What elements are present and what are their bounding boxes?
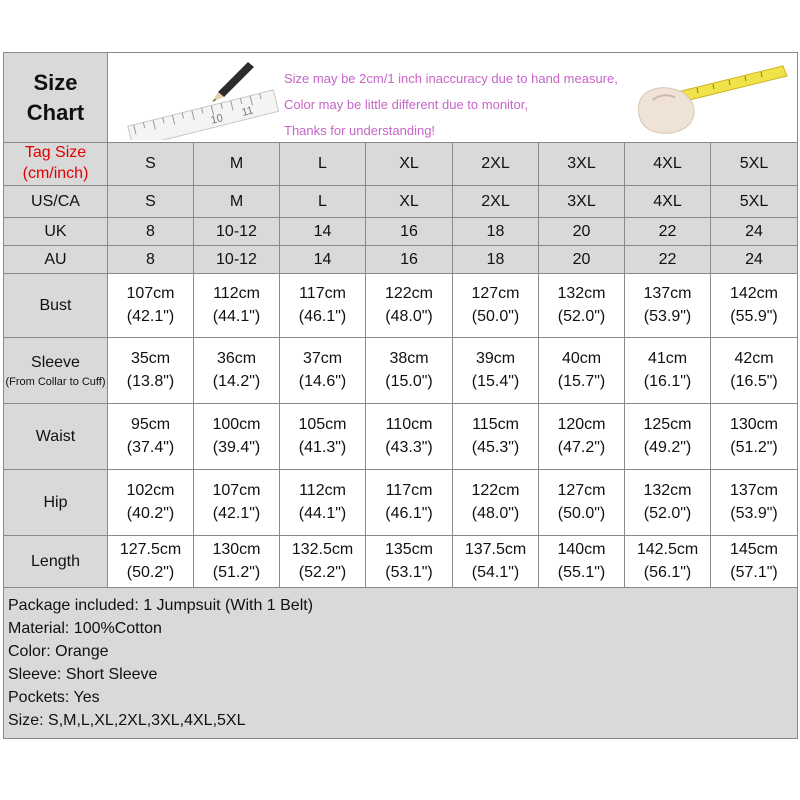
measurement-cell bbox=[194, 469, 280, 535]
svg-text:11: 11 bbox=[240, 104, 255, 119]
region-size-cell: 16 bbox=[366, 217, 453, 245]
measurement-inch: (14.2") bbox=[212, 373, 261, 391]
measurement-cell bbox=[539, 469, 625, 535]
size-header-cell: M bbox=[194, 143, 280, 186]
measurement-cell bbox=[280, 403, 366, 469]
size-chart-table bbox=[3, 52, 798, 739]
measurement-inch: (55.1") bbox=[557, 564, 606, 582]
measurement-cell bbox=[711, 535, 798, 587]
region-size-cell: 22 bbox=[625, 245, 711, 273]
measurement-inch: (15.0") bbox=[385, 373, 433, 391]
measurement-cm: 110cm bbox=[385, 415, 433, 433]
measurement-inch: (15.7") bbox=[557, 373, 606, 391]
measurement-cm: 41cm bbox=[647, 349, 688, 367]
product-info-line: Pockets: Yes bbox=[8, 688, 100, 706]
measurement-inch: (43.3") bbox=[385, 439, 433, 457]
tag-size-label bbox=[4, 143, 108, 186]
hand-tape-measure-icon bbox=[631, 60, 791, 138]
size-chart bbox=[3, 52, 797, 739]
product-info-cell bbox=[4, 587, 798, 738]
region-size-cell: 22 bbox=[625, 217, 711, 245]
measurement-cell bbox=[108, 469, 194, 535]
region-label: UK bbox=[4, 217, 108, 245]
region-size-cell: 20 bbox=[539, 245, 625, 273]
measurement-cm: 132cm bbox=[643, 481, 692, 499]
region-size-cell: 8 bbox=[108, 245, 194, 273]
measurement-cell bbox=[625, 535, 711, 587]
region-label: AU bbox=[4, 245, 108, 273]
region-size-cell: 14 bbox=[280, 245, 366, 273]
measurement-cm: 142.5cm bbox=[636, 540, 699, 558]
measurement-label bbox=[4, 403, 108, 469]
measurement-cm: 120cm bbox=[557, 415, 606, 433]
measurement-cell bbox=[625, 469, 711, 535]
measurement-label bbox=[4, 337, 108, 403]
measurement-inch: (15.4") bbox=[471, 373, 520, 391]
measurement-cell bbox=[539, 337, 625, 403]
notes-banner bbox=[108, 53, 798, 143]
measurement-inch: (48.0") bbox=[471, 505, 520, 523]
product-info-line: Package included: 1 Jumpsuit (With 1 Belt) bbox=[8, 596, 314, 614]
measurement-cell bbox=[539, 535, 625, 587]
measurement-cell bbox=[625, 337, 711, 403]
measurement-cm: 142cm bbox=[729, 284, 779, 302]
measurement-label-text: Hip bbox=[43, 493, 68, 511]
measurement-cell bbox=[108, 403, 194, 469]
measurement-cm: 42cm bbox=[734, 349, 774, 367]
region-size-cell: 18 bbox=[453, 245, 539, 273]
measurement-cell bbox=[711, 337, 798, 403]
measurement-cm: 122cm bbox=[384, 284, 434, 302]
measurement-cm: 127cm bbox=[471, 284, 520, 302]
measurement-inch: (53.1") bbox=[385, 564, 433, 582]
measurement-cm: 130cm bbox=[212, 540, 261, 558]
measurement-cm: 122cm bbox=[471, 481, 520, 499]
measurement-cell bbox=[453, 535, 539, 587]
measurement-cm: 107cm bbox=[126, 284, 175, 302]
measurement-cell bbox=[366, 535, 453, 587]
measurement-cm: 112cm bbox=[213, 284, 260, 302]
measurement-cm: 105cm bbox=[298, 415, 347, 433]
measurement-cm: 102cm bbox=[126, 481, 175, 499]
measurement-cm: 132cm bbox=[557, 284, 606, 302]
measurement-inch: (57.1") bbox=[730, 564, 778, 582]
measurement-inch: (53.9") bbox=[730, 505, 778, 523]
size-chart-title bbox=[4, 53, 108, 143]
size-header-cell: 2XL bbox=[453, 143, 539, 186]
measurement-inch: (53.9") bbox=[643, 308, 692, 326]
region-size-cell: 10-12 bbox=[194, 217, 280, 245]
measurement-label-text: Waist bbox=[35, 427, 76, 445]
region-size-cell: 8 bbox=[108, 217, 194, 245]
measurement-cm: 130cm bbox=[729, 415, 779, 433]
measurement-cm: 40cm bbox=[561, 349, 602, 367]
measurement-cm: 127cm bbox=[557, 481, 606, 499]
measurement-label bbox=[4, 469, 108, 535]
measurement-inch: (52.0") bbox=[643, 505, 692, 523]
measurement-cm: 37cm bbox=[302, 349, 343, 367]
measurement-inch: (50.0") bbox=[471, 308, 520, 326]
measurement-cm: 112cm bbox=[299, 481, 346, 499]
region-size-cell: M bbox=[194, 185, 280, 217]
size-header-cell: 5XL bbox=[711, 143, 798, 186]
measurement-cm: 135cm bbox=[384, 540, 434, 558]
notes-text bbox=[284, 66, 618, 142]
measurement-row bbox=[4, 403, 798, 469]
measurement-cm: 145cm bbox=[729, 540, 779, 558]
measurement-cell bbox=[366, 337, 453, 403]
measurement-inch: (41.3") bbox=[298, 439, 347, 457]
measurement-inch: (44.1") bbox=[212, 308, 261, 326]
measurement-cell bbox=[194, 403, 280, 469]
region-size-cell: 5XL bbox=[711, 185, 798, 217]
measurement-inch: (42.1") bbox=[212, 505, 261, 523]
measurement-cm: 100cm bbox=[212, 415, 261, 433]
measurement-cm: 95cm bbox=[130, 415, 171, 433]
measurement-row bbox=[4, 337, 798, 403]
measurement-row bbox=[4, 469, 798, 535]
header-row bbox=[4, 53, 798, 143]
measurement-cell bbox=[366, 469, 453, 535]
measurement-inch: (46.1") bbox=[385, 505, 433, 523]
measurement-row bbox=[4, 535, 798, 587]
measurement-cm: 137cm bbox=[729, 481, 779, 499]
note-line: Color may be little different due to monitor, bbox=[284, 96, 528, 112]
measurement-cell bbox=[711, 273, 798, 337]
region-size-cell: XL bbox=[366, 185, 453, 217]
measurement-cell bbox=[280, 535, 366, 587]
measurement-label bbox=[4, 535, 108, 587]
region-size-cell: L bbox=[280, 185, 366, 217]
measurement-cell bbox=[625, 273, 711, 337]
measurement-cm: 127.5cm bbox=[119, 540, 182, 558]
size-chart-title-text: Size Chart bbox=[26, 69, 85, 125]
product-info-line: Sleeve: Short Sleeve bbox=[8, 665, 158, 683]
measurement-cell bbox=[711, 403, 798, 469]
region-size-cell: 20 bbox=[539, 217, 625, 245]
measurement-cell bbox=[108, 337, 194, 403]
region-size-cell: S bbox=[108, 185, 194, 217]
measurement-cm: 117cm bbox=[299, 284, 346, 302]
measurement-inch: (40.2") bbox=[126, 505, 175, 523]
measurement-cell bbox=[453, 337, 539, 403]
region-size-cell: 4XL bbox=[625, 185, 711, 217]
measurement-cell bbox=[453, 403, 539, 469]
measurement-cell bbox=[453, 469, 539, 535]
measurement-inch: (37.4") bbox=[126, 439, 175, 457]
region-size-cell: 3XL bbox=[539, 185, 625, 217]
region-size-cell: 2XL bbox=[453, 185, 539, 217]
measurement-inch: (46.1") bbox=[298, 308, 347, 326]
measurement-inch: (52.0") bbox=[557, 308, 606, 326]
region-size-cell: 14 bbox=[280, 217, 366, 245]
measurement-inch: (51.2") bbox=[730, 439, 778, 457]
measurement-cell bbox=[194, 273, 280, 337]
region-size-cell: 24 bbox=[711, 217, 798, 245]
measurement-inch: (49.2") bbox=[643, 439, 692, 457]
note-line: Size may be 2cm/1 inch inaccuracy due to hand measure, bbox=[284, 70, 618, 86]
measurement-label-text: Sleeve bbox=[31, 353, 80, 371]
measurement-label-text: Bust bbox=[39, 296, 72, 314]
measurement-inch: (45.3") bbox=[471, 439, 520, 457]
tag-size-row bbox=[4, 143, 798, 186]
size-header-cell: S bbox=[108, 143, 194, 186]
measurement-cell bbox=[366, 273, 453, 337]
measurement-inch: (14.6") bbox=[298, 373, 347, 391]
product-info-line: Material: 100%Cotton bbox=[8, 619, 162, 637]
measurement-inch: (48.0") bbox=[385, 308, 433, 326]
size-header-cell: 3XL bbox=[539, 143, 625, 186]
region-size-cell: 24 bbox=[711, 245, 798, 273]
measurement-cell bbox=[625, 403, 711, 469]
measurement-inch: (52.2") bbox=[298, 564, 347, 582]
ruler-pencil-icon bbox=[122, 58, 282, 140]
measurement-label bbox=[4, 273, 108, 337]
region-row bbox=[4, 185, 798, 217]
measurement-label-text: Length bbox=[31, 552, 80, 570]
measurement-cm: 117cm bbox=[385, 481, 433, 499]
size-header-cell: 4XL bbox=[625, 143, 711, 186]
measurement-inch: (51.2") bbox=[212, 564, 261, 582]
measurement-inch: (55.9") bbox=[730, 308, 778, 326]
measurement-cm: 140cm bbox=[557, 540, 606, 558]
measurement-cell bbox=[194, 337, 280, 403]
measurement-inch: (16.5") bbox=[730, 373, 778, 391]
measurement-row bbox=[4, 273, 798, 337]
measurement-cell bbox=[280, 337, 366, 403]
note-line: Thanks for understanding! bbox=[284, 122, 436, 138]
measurement-cm: 38cm bbox=[389, 349, 429, 367]
measurement-cm: 35cm bbox=[130, 349, 171, 367]
region-row bbox=[4, 245, 798, 273]
measurement-cm: 137cm bbox=[643, 284, 692, 302]
measurement-cm: 125cm bbox=[643, 415, 692, 433]
region-size-cell: 18 bbox=[453, 217, 539, 245]
measurement-sublabel: (From Collar to Cuff) bbox=[5, 375, 106, 388]
region-size-cell: 10-12 bbox=[194, 245, 280, 273]
measurement-cm: 107cm bbox=[212, 481, 261, 499]
size-header-cell: L bbox=[280, 143, 366, 186]
region-size-cell: 16 bbox=[366, 245, 453, 273]
measurement-cm: 137.5cm bbox=[464, 540, 527, 558]
measurement-cell bbox=[539, 273, 625, 337]
measurement-cm: 115cm bbox=[472, 415, 519, 433]
product-info-line: Color: Orange bbox=[8, 642, 109, 660]
measurement-cell bbox=[194, 535, 280, 587]
measurement-cell bbox=[108, 535, 194, 587]
tag-size-label-line1: Tag Size bbox=[24, 144, 87, 161]
measurement-inch: (54.1") bbox=[471, 564, 520, 582]
measurement-cell bbox=[539, 403, 625, 469]
measurement-cell bbox=[366, 403, 453, 469]
measurement-inch: (16.1") bbox=[643, 373, 692, 391]
measurement-cell bbox=[280, 273, 366, 337]
measurement-inch: (50.0") bbox=[557, 505, 606, 523]
product-info-line: Size: S,M,L,XL,2XL,3XL,4XL,5XL bbox=[8, 711, 246, 729]
measurement-inch: (56.1") bbox=[643, 564, 692, 582]
svg-text:10: 10 bbox=[209, 111, 225, 127]
measurement-cm: 36cm bbox=[216, 349, 257, 367]
measurement-inch: (42.1") bbox=[126, 308, 175, 326]
measurement-cm: 132.5cm bbox=[291, 540, 354, 558]
measurement-inch: (50.2") bbox=[126, 564, 175, 582]
measurement-inch: (13.8") bbox=[126, 373, 175, 391]
measurement-cm: 39cm bbox=[475, 349, 516, 367]
size-header-cell: XL bbox=[366, 143, 453, 186]
measurement-cell bbox=[108, 273, 194, 337]
tag-size-label-line2: (cm/inch) bbox=[22, 164, 89, 182]
measurement-cell bbox=[711, 469, 798, 535]
region-row bbox=[4, 217, 798, 245]
measurement-inch: (44.1") bbox=[298, 505, 347, 523]
measurement-inch: (39.4") bbox=[212, 439, 261, 457]
measurement-cell bbox=[280, 469, 366, 535]
measurement-cell bbox=[453, 273, 539, 337]
region-label: US/CA bbox=[4, 185, 108, 217]
measurement-inch: (47.2") bbox=[557, 439, 606, 457]
product-info-row bbox=[4, 587, 798, 738]
